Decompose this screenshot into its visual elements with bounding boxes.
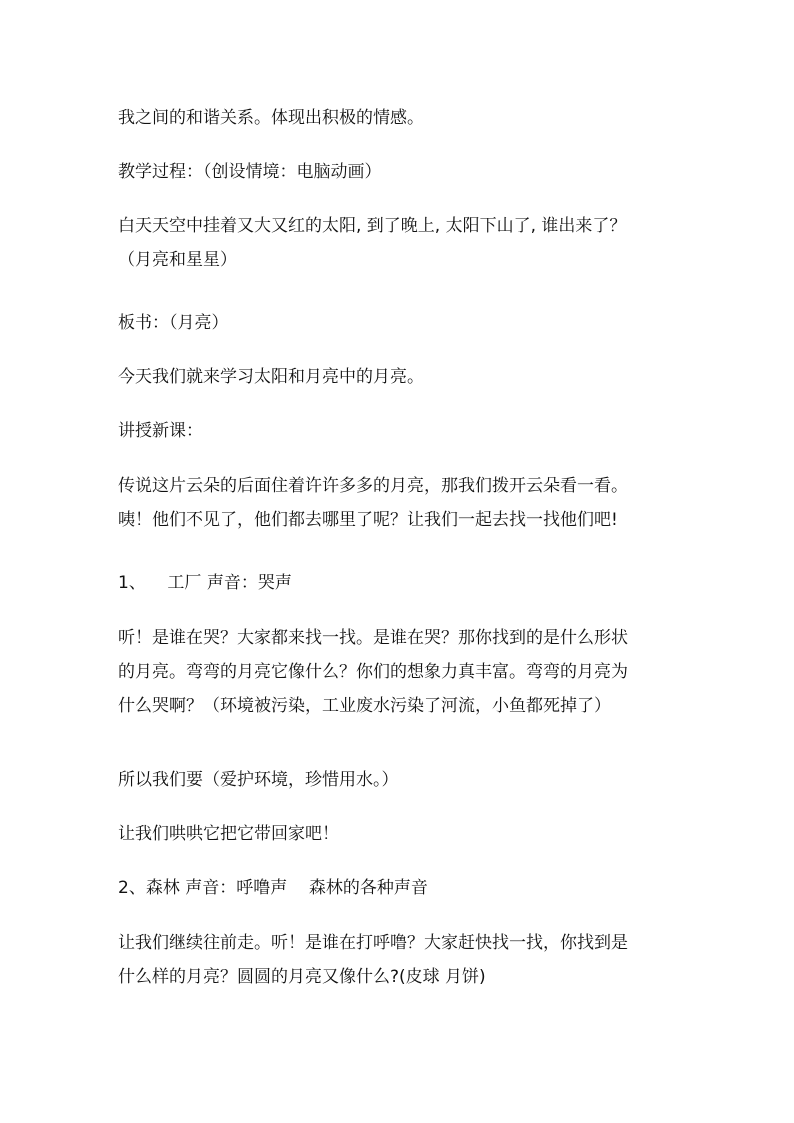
text-line: 讲授新课： (118, 421, 203, 441)
text-line: 传说这片云朵的后面住着许许多多的月亮，那我们拨开云朵看一看。 (118, 476, 628, 496)
heading-teaching-process (118, 155, 698, 189)
text-line: 今天我们就来学习太阳和月亮中的月亮。 (118, 367, 424, 387)
item-2-forest (118, 871, 698, 905)
paragraph-intro-continuation (118, 101, 698, 135)
text-line: 听！是谁在哭？大家都来找一找。是谁在哭？那你找到的是什么形状 (118, 628, 628, 648)
text-line: 咦！他们不见了，他们都去哪里了呢？让我们一起去找一找他们吧! (118, 510, 618, 530)
text-line: 什么样的月亮？圆圆的月亮又像什么?(皮球 月饼) (118, 967, 486, 987)
text-line: 2、森林 声音：呼噜声 森林的各种声音 (118, 878, 428, 898)
text-line: 让我们哄哄它把它带回家吧！ (118, 824, 339, 844)
paragraph-protect-environment (118, 763, 698, 797)
text-line: 1、 工厂 声音：哭声 (118, 573, 292, 593)
paragraph-snoring (118, 926, 698, 994)
text-line: 板书：（月亮） (118, 313, 229, 333)
text-line: 所以我们要（爱护环境，珍惜用水。） (118, 770, 399, 790)
paragraph-board-writing (118, 306, 698, 340)
text-line: （月亮和星星） (118, 250, 237, 270)
text-line: 白天天空中挂着又大又红的太阳, 到了晚上, 太阳下山了, 谁出来了？ (118, 216, 627, 236)
paragraph-who-is-crying (118, 621, 698, 723)
text-line: 教学过程：（创设情境：电脑动画） (118, 162, 382, 182)
text-line: 什么哭啊？（环境被污染，工业废水污染了河流，小鱼都死掉了） (118, 696, 611, 716)
paragraph-today-lesson (118, 360, 698, 394)
paragraph-take-home (118, 817, 698, 851)
item-1-factory (118, 566, 698, 600)
text-line: 让我们继续往前走。听！是谁在打呼噜？大家赶快找一找，你找到是 (118, 933, 628, 953)
paragraph-legend-clouds (118, 469, 698, 537)
paragraph-daytime-sun (118, 209, 698, 277)
heading-new-lesson (118, 414, 698, 448)
text-line: 的月亮。弯弯的月亮它像什么？你们的想象力真丰富。弯弯的月亮为 (118, 662, 628, 682)
text-line: 我之间的和谐关系。体现出积极的情感。 (118, 108, 424, 128)
